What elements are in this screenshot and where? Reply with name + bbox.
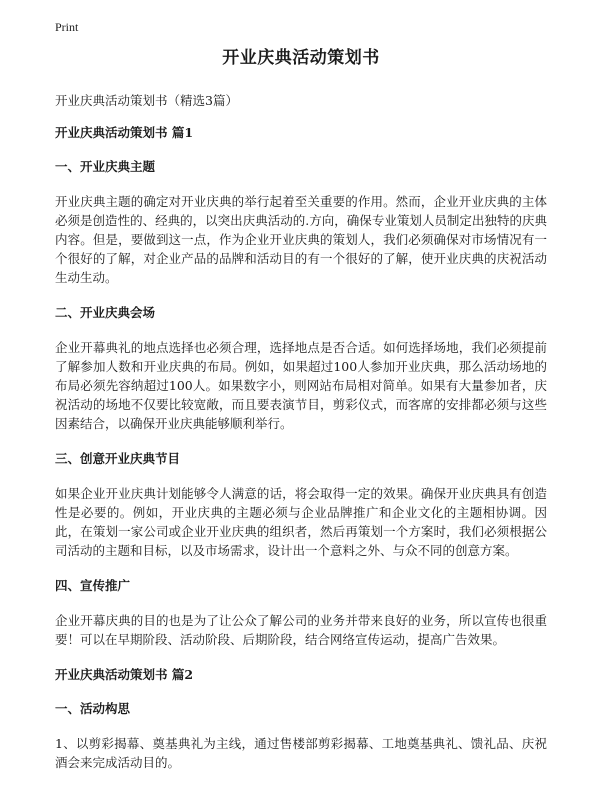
page-title: 开业庆典活动策划书 [222,48,380,68]
part-heading: 开业庆典活动策划书 篇1 [55,125,194,140]
document-subtitle: 开业庆典活动策划书（精选3篇） [55,93,238,108]
section-heading: 一、活动构思 [55,701,131,716]
section-paragraph: 1、以剪彩揭幕、奠基典礼为主线，通过售楼部剪彩揭幕、工地奠基典礼、馈礼品、庆祝酒会来完成活动目的。 [55,736,547,770]
section-heading: 四、宣传推广 [55,578,131,593]
part-1 [55,124,547,649]
section-heading: 二、开业庆典会场 [55,305,156,320]
section-paragraph: 企业开幕典礼的地点选择也必须合理，选择地点是否合适。如何选择场地，我们必须提前了解参加人数和开业庆典的布局。例如，如果超过100人参加开业庆典，那么活动场地的布局必须先容纳超过100人。如果数字小，则网站布局相对简单。如果有大量参加者，庆祝活动的场地不仅要比较宽敞，而且要表演节目，剪彩仪式，而客席的安排都必须与这些因素结合，以确保开业庆典能够顺利举行。 [55,340,547,431]
part-heading: 开业庆典活动策划书 篇2 [55,667,194,682]
section-paragraph: 开业庆典主题的确定对开业庆典的举行起着至关重要的作用。然而，企业开业庆典的主体必须是创造性的、经典的，以突出庆典活动的.方向，确保专业策划人员制定出独特的庆典内容。但是，要做到这一点，作为企业开业庆典的策划人，我们必须确保对市场情况有一个很好的了解，对企业产品的品牌和活动目的有一个很好的了解，使开业庆典的庆祝活动生动生动。 [55,194,547,285]
section-heading: 三、创意开业庆典节目 [55,451,181,466]
print-link[interactable]: Print [55,20,79,34]
part-2 [55,666,547,772]
document-page [55,46,547,789]
section-paragraph: 如果企业开业庆典计划能够令人满意的话，将会取得一定的效果。确保开业庆典具有创造性是必要的。例如，开业庆典的主题必须与企业品牌推广和企业文化的主题相协调。因此，在策划一家公司或企业开业庆典的组织者，然后再策划一个方案时，我们必须根据公司活动的主题和目标，以及市场需求，设计出一个意料之外、与众不同的创意方案。 [55,486,547,558]
section-heading: 一、开业庆典主题 [55,159,156,174]
section-paragraph: 企业开幕庆典的目的也是为了让公众了解公司的业务并带来良好的业务，所以宣传也很重要！可以在早期阶段、活动阶段、后期阶段，结合网络宣传运动，提高广告效果。 [55,613,547,647]
